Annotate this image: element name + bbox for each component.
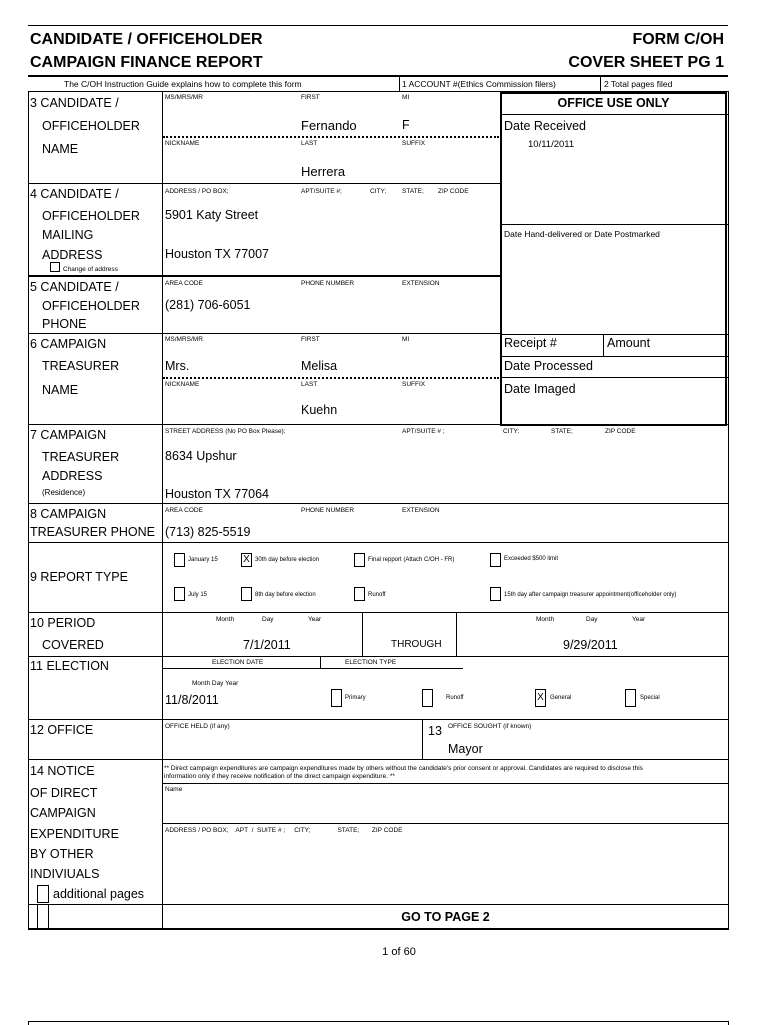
field-header: Day [586,616,598,623]
dotted-separator [163,377,499,379]
field-header: APT/SUITE # ; [402,428,445,435]
checkbox-label: Runoff [368,592,386,598]
section-rule [28,275,500,277]
cover-sheet-label: COVER SHEET PG 1 [568,54,724,71]
instruction-note: The C/OH Instruction Guide explains how to complete this form [64,79,302,89]
sec4-label-3: MAILING [42,228,94,242]
bottom-rule [28,928,729,930]
field-header: FIRST [301,336,320,343]
checkbox-special[interactable] [625,689,636,707]
field-header: LAST [301,381,318,388]
divider [600,77,601,91]
treasurer-city-line[interactable]: Houston TX 77064 [165,487,270,501]
notice-label-6: INDIVIUALS [30,867,100,881]
treasurer-phone[interactable]: (713) 825-5519 [165,525,251,539]
notice-label-5: BY OTHER [30,847,94,861]
field-header: STATE; [551,428,573,435]
sec7-label-4: (Residence) [42,488,86,497]
field-header: Year [632,616,646,623]
checkbox-8th-day[interactable] [241,587,252,601]
notice-label-4: EXPENDITURE [30,827,119,841]
checkbox-label: Primary [345,695,366,701]
sec4-label-1: 4 CANDIDATE / [30,187,119,201]
field-header: ZIP CODE [438,188,469,195]
field-header: ADDRESS / PO BOX; APT / SUITE # ; CITY; STATE; ZIP CODE [165,827,403,834]
candidate-phone[interactable]: (281) 706-6051 [165,298,251,312]
hand-delivered-label: Date Hand-delivered or Date Postmarked [504,229,660,239]
through-label: THROUGH [391,639,442,650]
report-type-label: 9 REPORT TYPE [30,570,128,584]
checkbox-label: Exceeded $500 limit [504,556,559,562]
label-column-divider [162,91,163,929]
rule [163,783,728,784]
field-header: NICKNAME [165,381,200,388]
rule [28,759,728,760]
rule [28,904,728,905]
checkbox-july-15[interactable] [174,587,185,601]
field-header: EXTENSION [402,507,440,514]
sec5-label-1: 5 CANDIDATE / [30,280,119,294]
candidate-middle-initial[interactable]: F [402,118,410,132]
treasurer-last-name[interactable]: Kuehn [301,403,338,417]
treasurer-first-name[interactable]: Melisa [301,359,338,373]
additional-pages-label: additional pages [53,887,145,901]
treasurer-prefix[interactable]: Mrs. [165,359,190,373]
field-header: OFFICE SOUGHT (if known) [448,723,532,730]
field-header: ELECTION DATE [212,659,264,666]
next-page-edge [28,1021,728,1022]
notice-label-2: OF DIRECT [30,786,98,800]
checkbox-label: 15th day after campaign treasurer appointment(officeholder only) [504,592,677,598]
divider [422,719,423,759]
dotted-separator [163,136,499,138]
divider [603,334,604,356]
rule [500,224,728,225]
sec7-label-2: TREASURER [42,450,120,464]
field-header: STREET ADDRESS (No PO Box Please); [165,428,286,435]
checkbox-label: 30th day before election [255,557,320,563]
rule [28,719,728,720]
candidate-first-name[interactable]: Fernando [301,118,357,133]
sec7-label-3: ADDRESS [42,469,103,483]
field-header: ADDRESS / PO BOX; [165,188,229,195]
date-received-label: Date Received [504,119,586,133]
sec8-label-2: TREASURER PHONE [30,525,156,539]
outer-left-border [28,91,29,929]
field-header: FIRST [301,94,320,101]
field-header: AREA CODE [165,280,203,287]
field-header: MI [402,94,410,101]
rule [28,424,728,425]
divider [37,904,38,929]
additional-pages-checkbox[interactable] [37,885,49,903]
rule [163,823,728,824]
sec4-label-4: ADDRESS [42,248,103,262]
field-header: SUFFIX [402,140,426,147]
divider [320,656,321,668]
checkbox-final-report[interactable] [354,553,365,567]
candidate-city-line[interactable]: Houston TX 77007 [165,247,270,261]
field-header: Month Day Year [192,680,239,687]
date-received-value: 10/11/2011 [528,139,575,150]
form-title-line2: CAMPAIGN FINANCE REPORT [30,54,263,71]
field-header: NICKNAME [165,140,200,147]
sec3-label-2: OFFICEHOLDER [42,119,140,133]
rule [28,612,728,613]
sec6-label-3: NAME [42,383,79,397]
top-rule [28,25,728,26]
period-label-1: 10 PERIOD [30,616,96,630]
sec6-label-2: TREASURER [42,359,120,373]
field-header: SUFFIX [402,381,426,388]
field-header: Month [536,616,555,623]
sec5-label-3: PHONE [42,317,87,331]
sec3-label-3: NAME [42,142,79,156]
field-header: Month [216,616,235,623]
field-header: CITY; [370,188,387,195]
date-processed-label: Date Processed [504,359,593,373]
field-header: CITY; [503,428,520,435]
checkbox-label: General [550,695,572,701]
checkbox-30th-day[interactable]: X [241,553,252,567]
receipt-label: Receipt # [504,336,557,350]
notice-label-1: 14 NOTICE [30,764,95,778]
rule [163,668,463,669]
period-from[interactable]: 7/1/2011 [243,638,291,652]
field-header: Year [308,616,322,623]
election-label: 11 ELECTION [30,659,109,673]
rule [500,114,728,115]
page-number: 1 of 60 [382,946,416,958]
candidate-street[interactable]: 5901 Katy Street [165,208,259,222]
form-code: FORM C/OH [632,31,724,48]
checkbox-primary[interactable] [331,689,342,707]
field-header: ELECTION TYPE [345,659,397,666]
field-header: Name [165,786,183,793]
field-header: MS/MRS/MR [165,94,203,101]
field-header: EXTENSION [402,280,440,287]
rule [28,542,728,543]
checkbox-label: July 15 [188,592,208,598]
field-header: ZIP CODE [605,428,636,435]
checkbox-label: Special [640,695,660,701]
field-header: LAST [301,140,318,147]
office-use-title: OFFICE USE ONLY [557,96,670,110]
checkbox-runoff-election[interactable] [422,689,433,707]
rule [28,333,500,334]
period-to[interactable]: 9/29/2011 [563,638,618,652]
sec8-label-1: 8 CAMPAIGN [30,507,107,521]
divider [456,612,457,656]
change-of-address-label: Change of address [63,266,118,273]
checkbox-general[interactable]: X [535,689,546,707]
election-date[interactable]: 11/8/2011 [165,693,219,707]
rule [500,356,728,357]
notice-label-3: CAMPAIGN [30,806,96,820]
next-page-edge [728,1021,729,1025]
checkbox-label: Runoff [446,695,464,701]
rule [500,334,728,335]
field-header: MI [402,336,410,343]
checkbox-exceeded-limit[interactable] [490,553,501,567]
checkbox-january-15[interactable] [174,553,185,567]
header-rule [28,75,728,77]
period-label-2: COVERED [42,638,104,652]
amount-label: Amount [607,336,651,350]
field-header: PHONE NUMBER [301,280,355,287]
office-sought-number: 13 [428,724,442,738]
office-label: 12 OFFICE [30,723,94,737]
form-title-line1: CANDIDATE / OFFICEHOLDER [30,31,263,48]
outer-right-border [728,91,729,929]
sec5-label-2: OFFICEHOLDER [42,299,140,313]
sec6-label-1: 6 CAMPAIGN [30,337,107,351]
field-header: MS/MRS/MR [165,336,203,343]
field-header: STATE; [402,188,424,195]
total-pages-label: 2 Total pages filed [604,79,673,89]
field-header: PHONE NUMBER [301,507,355,514]
checkbox-15th-day[interactable] [490,587,501,601]
rule [500,377,728,378]
sec3-label-1: 3 CANDIDATE / [30,96,119,110]
checkbox-label: Final repport (Attach C/OH - FR) [368,557,455,563]
field-header: APT/SUITE #; [301,188,342,195]
checkbox-label: 8th day before election [255,592,316,598]
office-sought-value[interactable]: Mayor [448,742,483,756]
notice-text-2: information only if they receive notification of the direct campaign expenditure. ** [164,773,395,780]
date-imaged-label: Date Imaged [504,382,576,396]
rule [28,503,728,504]
go-to-page-2: GO TO PAGE 2 [401,910,490,924]
field-header: AREA CODE [165,507,203,514]
next-page-edge [28,1021,29,1025]
sec4-label-2: OFFICEHOLDER [42,209,140,223]
candidate-last-name[interactable]: Herrera [301,164,346,179]
checkbox-runoff-report[interactable] [354,587,365,601]
checkbox-label: January 15 [188,557,218,563]
divider [362,612,363,656]
sec7-label-1: 7 CAMPAIGN [30,428,107,442]
treasurer-street[interactable]: 8634 Upshur [165,449,237,463]
field-header: Day [262,616,274,623]
account-number-label: 1 ACCOUNT #(Ethics Commission filers) [402,79,556,89]
change-of-address-checkbox[interactable] [50,262,60,272]
rule [28,656,728,657]
notice-text-1: ** Direct campaign expenditures are campaign expenditures made by others without the candidate's prior consent or approval. Candidates are required to disclose this [164,765,643,772]
divider [48,904,49,929]
field-header: OFFICE HELD (if any) [165,723,230,730]
divider [399,77,400,91]
rule [28,183,500,184]
